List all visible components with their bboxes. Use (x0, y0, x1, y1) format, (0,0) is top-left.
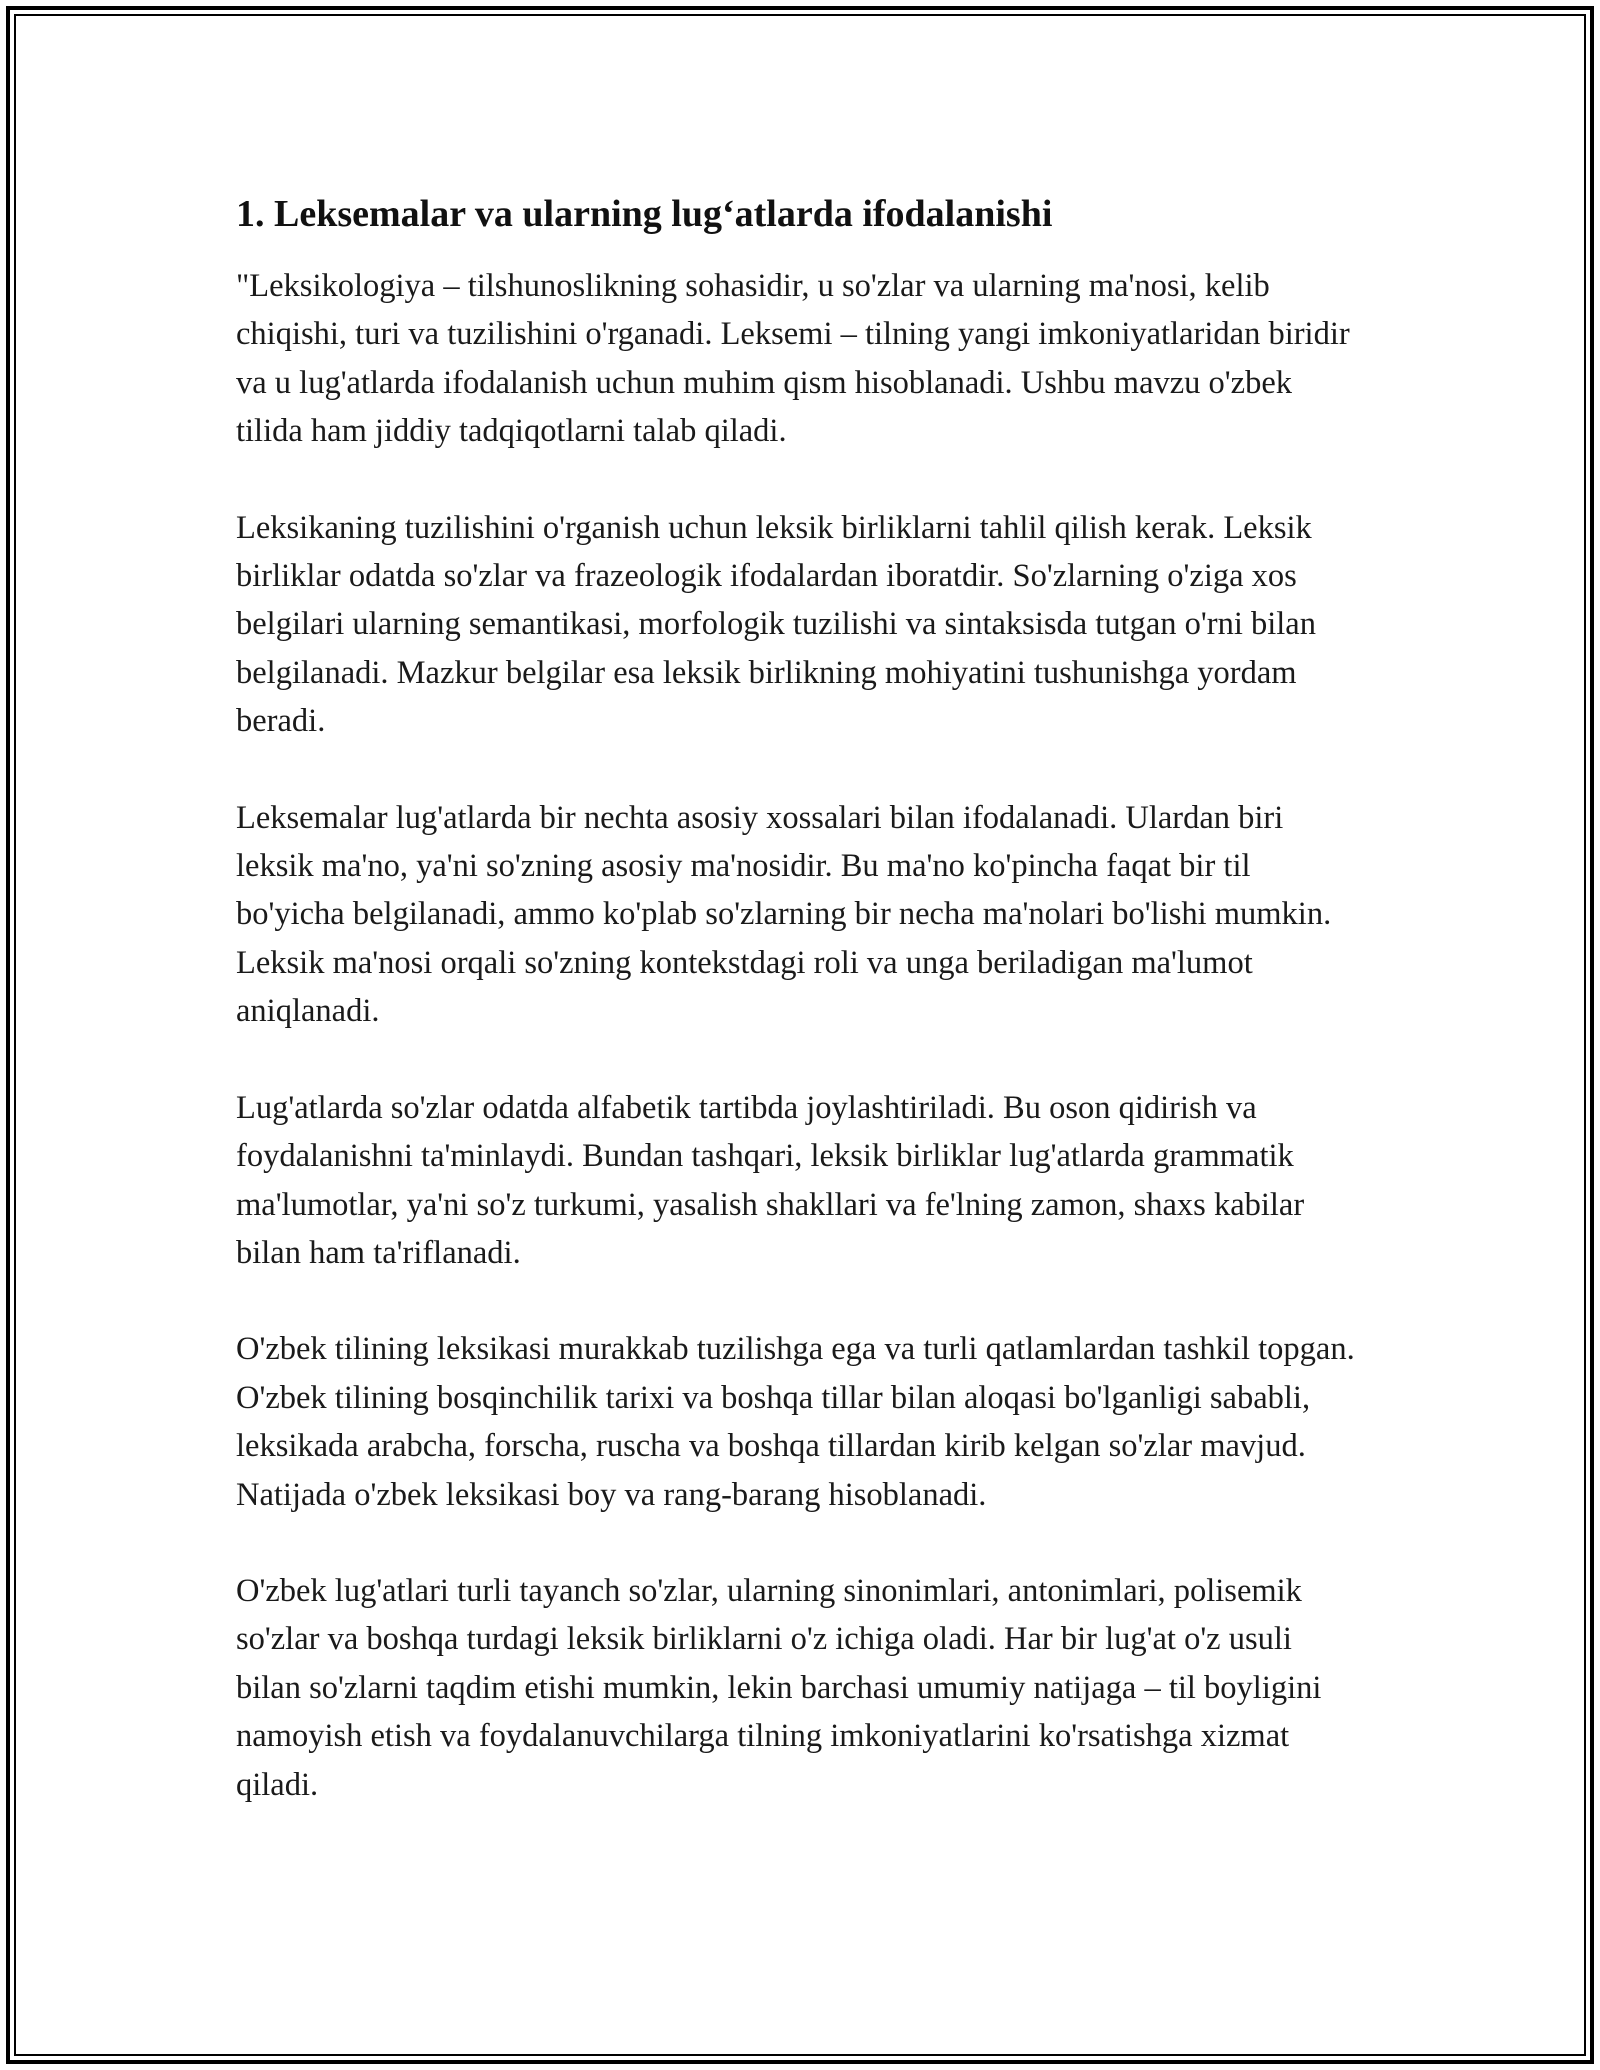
section-heading: 1. Leksemalar va ularning lug‘atlarda ifodalanishi (236, 193, 1053, 235)
document-body (236, 188, 1364, 1809)
paragraph-4: Lug'atlarda so'zlar odatda alfabetik tartibda joylashtiriladi. Bu oson qidirish va foydalanishni ta'minlaydi. Bundan tashqari, leksik birliklar lug'atlarda grammatik ma'lumotlar, ya'ni so'z turkumi, yasalish shakllari va fe'lning zamon, shaxs kabilar bilan ham ta'riflanadi. (236, 1089, 1305, 1271)
paragraph-6: O'zbek lug'atlari turli tayanch so'zlar, ularning sinonimlari, antonimlari, polisemik so'zlar va boshqa turdagi leksik birliklarni o'z ichiga oladi. Har bir lug'at o'z usuli bilan so'zlarni taqdim etishi mumkin, lekin barchasi umumiy natijaga – til boyligini namoyish etish va foydalanuvchilarga tilning imkoniyatlarini ko'rsatishga xizmat qiladi. (236, 1572, 1322, 1803)
paragraph-5: O'zbek tilining leksikasi murakkab tuzilishga ega va turli qatlamlardan tashkil topgan. O'zbek tilining bosqinchilik tarixi va boshqa tillar bilan aloqasi bo'lganligi sababli, leksikada arabcha, forscha, ruscha va boshqa tillardan kirib kelgan so'zlar mavjud. Natijada o'zbek leksikasi boy va rang-barang hisoblanadi. (236, 1331, 1355, 1513)
paragraph-3: Leksemalar lug'atlarda bir nechta asosiy xossalari bilan ifodalanadi. Ulardan biri leksik ma'no, ya'ni so'zning asosiy ma'nosidir. Bu ma'no ko'pincha faqat bir til bo'yicha belgilanadi, ammo ko'plab so'zlarning bir necha ma'nolari bo'lishi mumkin. Leksik ma'nosi orqali so'zning kontekstdagi roli va unga beriladigan ma'lumot aniqlanadi. (236, 799, 1332, 1030)
paragraph-2: Leksikaning tuzilishini o'rganish uchun leksik birliklarni tahlil qilish kerak. Leksik birliklar odatda so'zlar va frazeologik ifodalardan iboratdir. So'zlarning o'ziga xos belgilari ularning semantikasi, morfologik tuzilishi va sintaksisda tutgan o'rni bilan belgilanadi. Mazkur belgilar esa leksik birlikning mohiyatini tushunishga yordam beradi. (236, 509, 1316, 740)
paragraph-1: "Leksikologiya – tilshunoslikning sohasidir, u so'zlar va ularning ma'nosi, kelib chiqishi, turi va tuzilishini o'rganadi. Leksemi – tilning yangi imkoniyatlaridan biridir va u lug'atlarda ifodalanish uchun muhim qism hisoblanadi. Ushbu mavzu o'zbek tilida ham jiddiy tadqiqotlarni talab qiladi. (236, 268, 1350, 450)
